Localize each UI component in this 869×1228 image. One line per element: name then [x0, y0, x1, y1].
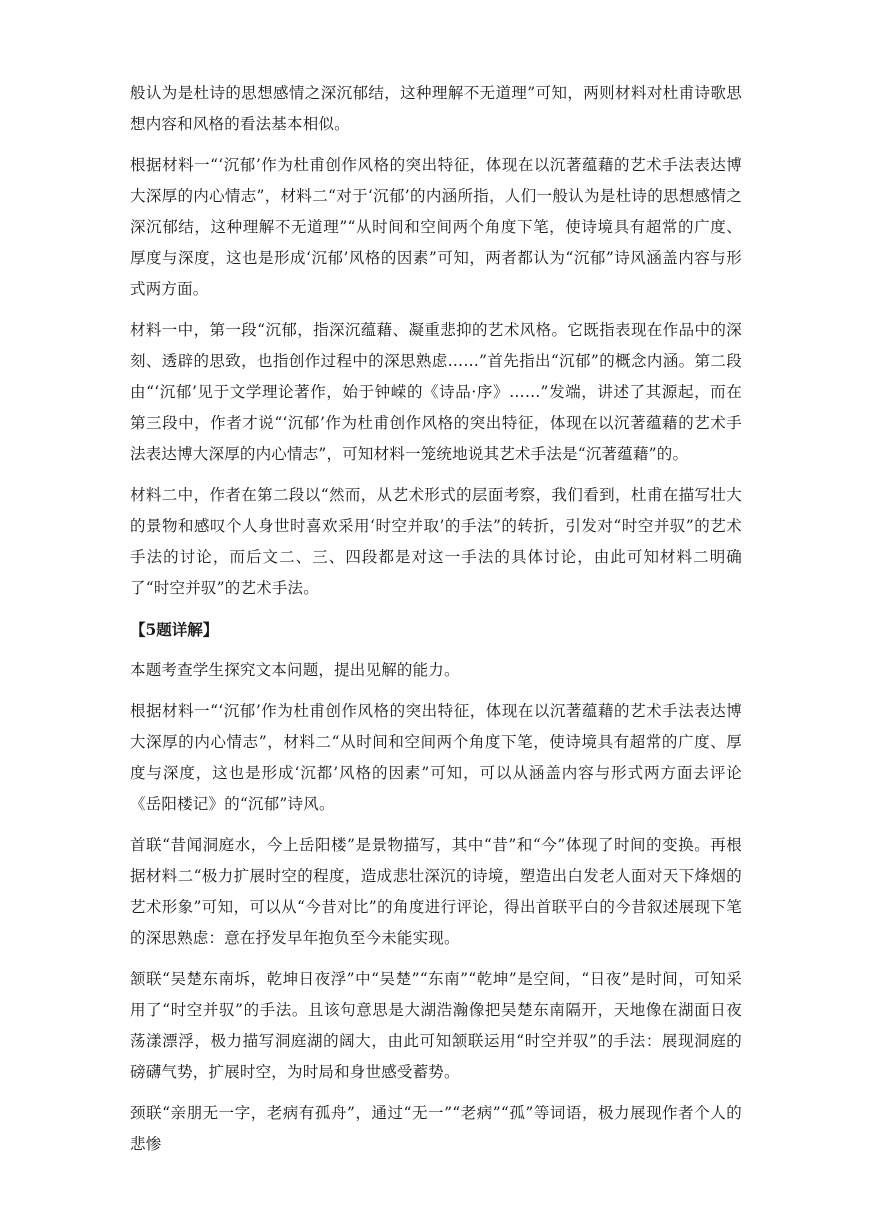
- paragraph-4: 材料二中，作者在第二段以“然而，从艺术形式的层面考察，我们看到，杜甫在描写壮大的景物和感叹个人身世时喜欢采用‘时空并取’的手法”的转折，引发对“时空并驭”的艺术手法的讨论，而后文二、三、四段都是对这一手法的具体讨论，由此可知材料二明确了“时空并驭”的艺术手法。: [130, 486, 742, 597]
- paragraph-5: 本题考查学生探究文本问题，提出见解的能力。: [130, 661, 460, 679]
- paragraph-3: 材料一中，第一段“沉郁，指深沉蕴藉、凝重悲抑的艺术风格。它既指表现在作品中的深刻、透辟的思致，也指创作过程中的深思熟虑……”首先指出“沉郁”的概念内涵。第二段由“‘沉郁’见于文学理论著作，始于钟嵘的《诗品·序》……”发端，讲述了其源起，而在第三段中，作者才说“‘沉郁’作为杜甫创作风格的突出特征，体现在以沉著蕴藉的艺术手法表达博大深厚的内心情志”，可知材料一笼统地说其艺术手法是“沉著蕴藉”的。: [130, 321, 742, 463]
- paragraph-2: 根据材料一“‘沉郁’作为杜甫创作风格的突出特征，体现在以沉著蕴藉的艺术手法表达博大深厚的内心情志”，材料二“对于‘沉郁’的内涵所指，人们一般认为是杜诗的思想感情之深沉郁结，这种理解不无道理”“从时间和空间两个角度下笔，使诗境具有超常的广度、厚度与深度，这也是形成‘沉郁’风格的因素”可知，两者都认为“沉郁”诗风涵盖内容与形式两方面。: [130, 156, 742, 298]
- paragraph-1: 般认为是杜诗的思想感情之深沉郁结，这种理解不无道理”可知，两则材料对杜甫诗歌思想内容和风格的看法基本相似。: [130, 84, 742, 133]
- paragraph-6: 根据材料一“‘沉郁’作为杜甫创作风格的突出特征，体现在以沉著蕴藉的艺术手法表达博大深厚的内心情志”，材料二“从时间和空间两个角度下笔，使诗境具有超常的广度、厚度与深度，这也是形成‘沉都’风格的因素”可知，可以从涵盖内容与形式两方面去评论《岳阳楼记》的“沉郁”诗风。: [130, 702, 742, 813]
- paragraph-8: 颔联“吴楚东南坼，乾坤日夜浮”中“吴楚”“东南”“乾坤”是空间，“日夜”是时间，可知采用了“时空并驭”的手法。且该句意思是大湖浩瀚像把吴楚东南隔开，天地像在湖面日夜荡漾漂浮，极力描写洞庭湖的阔大，由此可知颔联运用“时空并驭”的手法：展现洞庭的磅礴气势，扩展时空，为时局和身世感受蓄势。: [130, 970, 742, 1081]
- section-heading: 【5题详解】: [130, 620, 219, 639]
- document-page: [130, 78, 742, 1170]
- paragraph-7: 首联“昔闻洞庭水，今上岳阳楼”是景物描写，其中“昔”和“今”体现了时间的变换。再根据材料二“极力扩展时空的程度，造成悲壮深沉的诗境，塑造出白发老人面对天下烽烟的艺术形象”可知，可以从“今昔对比”的角度进行评论，得出首联平白的今昔叙述展现下笔的深思熟虑：意在抒发早年抱负至今未能实现。: [130, 836, 742, 947]
- paragraph-9: 颈联“亲朋无一字，老病有孤舟”，通过“无一”“老病”“孤”等词语，极力展现作者个人的悲惨: [130, 1104, 742, 1153]
